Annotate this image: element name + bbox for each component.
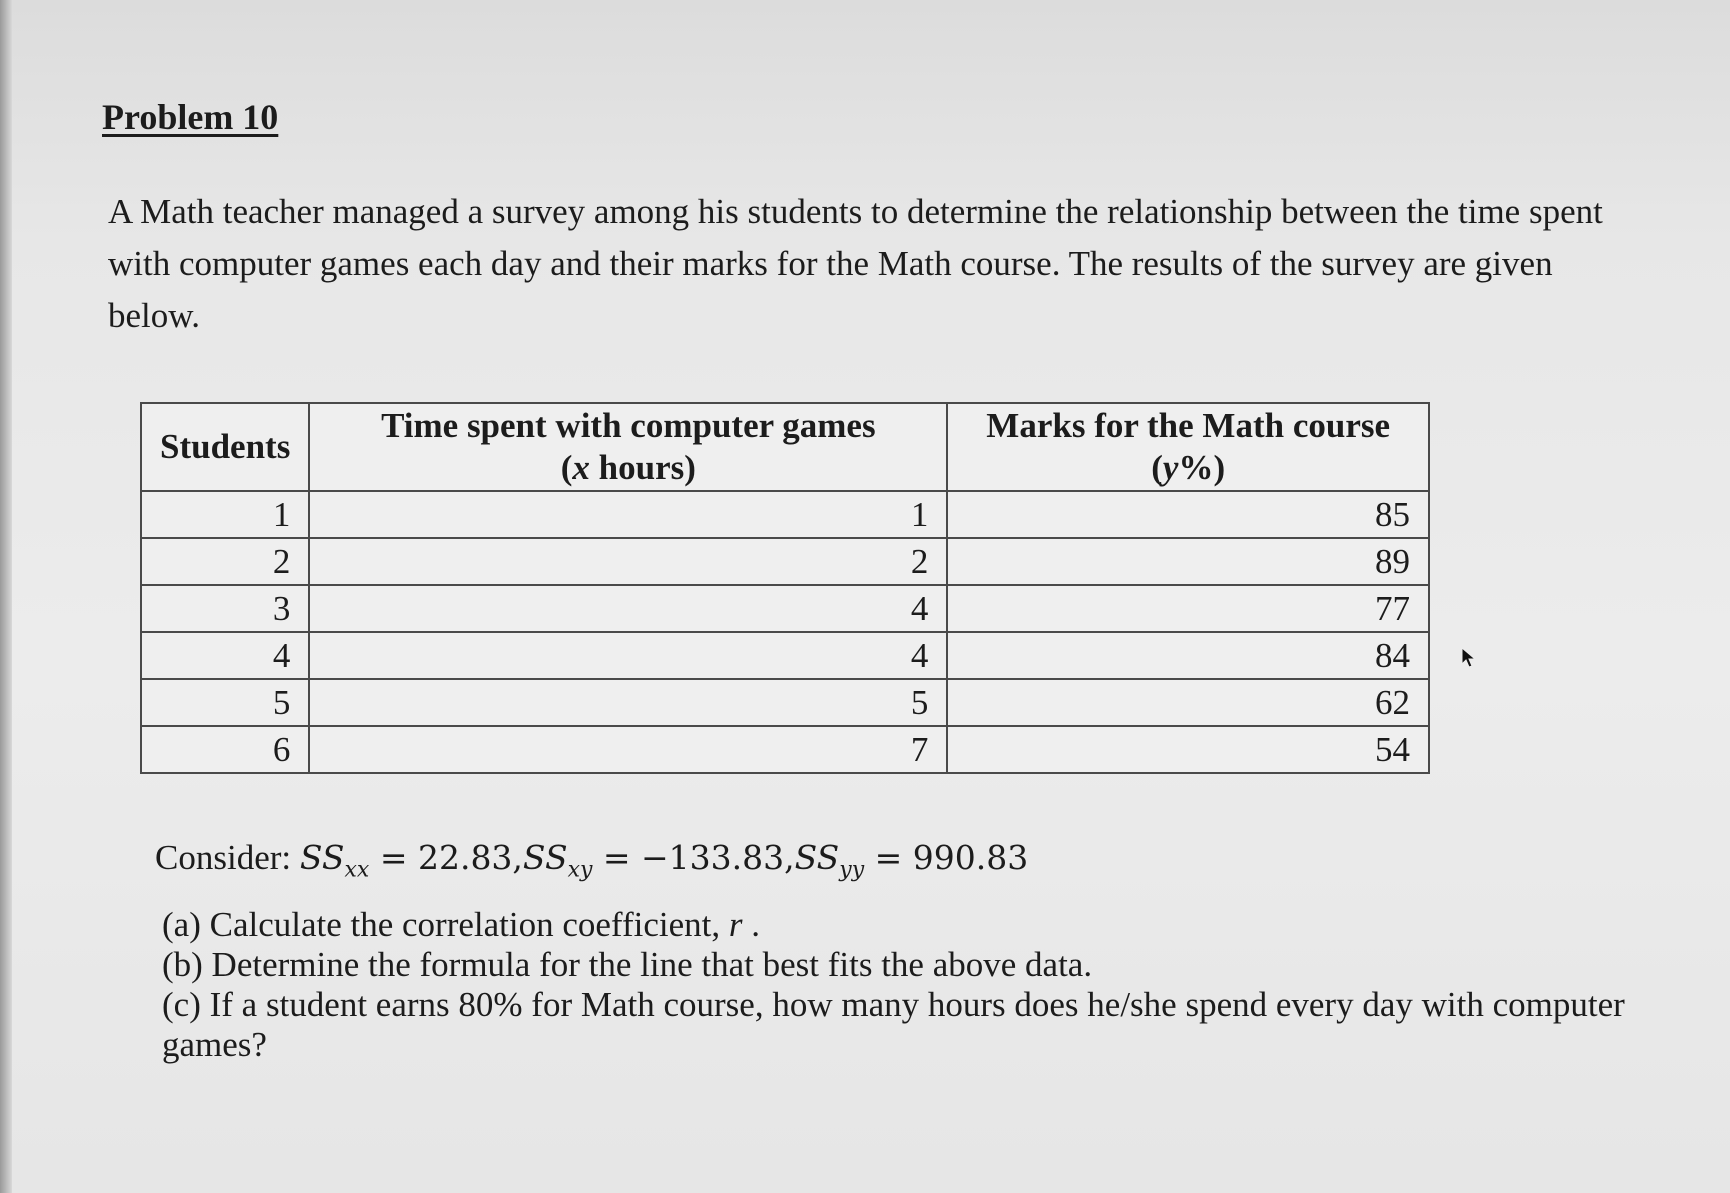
cell-y: 89 [947, 538, 1429, 585]
cell-y: 85 [947, 491, 1429, 538]
question-b: (b) Determine the formula for the line that best fits the above data. [162, 945, 1093, 984]
survey-table [140, 402, 1430, 774]
header-marks-var: y [1162, 448, 1179, 487]
consider-label: Consider: [155, 838, 300, 877]
page-edge-shadow [0, 0, 12, 1193]
ss-yy-symbol: SS [794, 838, 840, 877]
cell-x: 2 [309, 538, 947, 585]
cell-student: 2 [141, 538, 309, 585]
cell-x: 7 [309, 726, 947, 773]
cell-y: 54 [947, 726, 1429, 773]
cell-y: 84 [947, 632, 1429, 679]
problem-title: Problem 10 [102, 97, 279, 137]
problem-intro: A Math teacher managed a survey among his students to determine the relationship between the time spent with computer games each day and their marks for the Math course. The results of the survey are given below. [108, 192, 1603, 335]
table-header-row [141, 403, 1429, 491]
table-row [141, 538, 1429, 585]
ss-xx-value: = 22.83, [369, 838, 523, 877]
question-a-var: r [728, 905, 743, 944]
cell-x: 4 [309, 585, 947, 632]
ss-yy-subscript: yy [839, 857, 865, 883]
cell-student: 6 [141, 726, 309, 773]
question-a-text: (a) Calculate the correlation coefficient, [162, 905, 729, 944]
ss-yy-value: = 990.83 [864, 838, 1029, 877]
header-time-line1: Time spent with computer games [381, 406, 876, 445]
header-students: Students [141, 403, 309, 491]
table-row [141, 585, 1429, 632]
cell-student: 4 [141, 632, 309, 679]
cell-x: 1 [309, 491, 947, 538]
cell-y: 62 [947, 679, 1429, 726]
cell-x: 5 [309, 679, 947, 726]
cell-student: 5 [141, 679, 309, 726]
ss-xy-expression [522, 838, 795, 883]
table-row [141, 491, 1429, 538]
table-row [141, 632, 1429, 679]
ss-xy-symbol: SS [522, 838, 568, 877]
question-list [162, 905, 1642, 1065]
question-c: (c) If a student earns 80% for Math course, how many hours does he/she spend every day with computer games? [162, 985, 1625, 1064]
table-row [141, 679, 1429, 726]
header-time-rest: hours) [589, 448, 696, 487]
ss-xx-symbol: SS [299, 838, 345, 877]
header-marks-line1: Marks for the Math course [986, 406, 1391, 445]
consider-statement [155, 838, 1028, 883]
cell-student: 1 [141, 491, 309, 538]
table-row [141, 726, 1429, 773]
cell-y: 77 [947, 585, 1429, 632]
header-marks-rest: %) [1178, 448, 1226, 487]
mouse-pointer-icon [1460, 647, 1478, 669]
cell-student: 3 [141, 585, 309, 632]
header-time [309, 403, 947, 491]
ss-xx-expression [299, 838, 523, 883]
question-a-end: . [742, 905, 760, 944]
header-marks-open: ( [1151, 448, 1163, 487]
header-marks [947, 403, 1429, 491]
cell-x: 4 [309, 632, 947, 679]
ss-xy-subscript: xy [567, 857, 593, 883]
ss-xx-subscript: xx [344, 857, 370, 883]
ss-yy-expression [794, 838, 1029, 883]
header-time-open: ( [560, 448, 573, 487]
ss-xy-value: = −133.83, [592, 838, 795, 877]
question-a [162, 905, 1642, 945]
header-time-var: x [572, 448, 590, 487]
